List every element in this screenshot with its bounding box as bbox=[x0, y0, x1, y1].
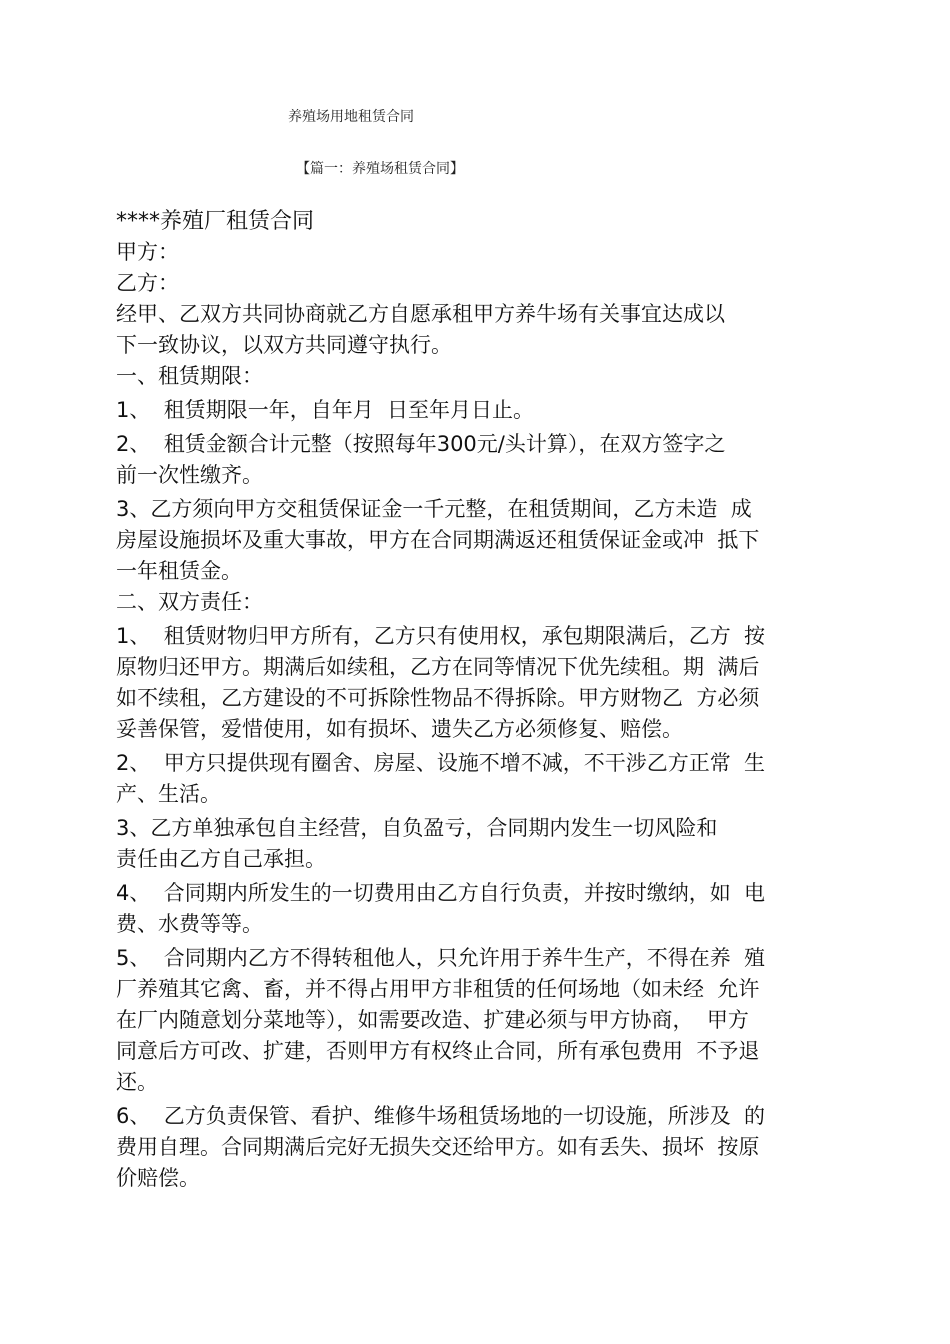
clause-line: 2、 租赁金额合计元整（按照每年300元/头计算），在双方签字之 bbox=[116, 432, 726, 456]
clause-line: 4、 合同期内所发生的一切费用由乙方自行负责，并按时缴纳，如 电 bbox=[116, 881, 766, 905]
party-b-line: 乙方： bbox=[116, 271, 179, 295]
clause-line: 房屋设施损坏及重大事故，甲方在合同期满返还租赁保证金或冲 抵下 bbox=[116, 528, 760, 552]
clause-line: 一年租赁金。 bbox=[116, 559, 242, 583]
party-a-line: 甲方： bbox=[116, 240, 179, 264]
clause-line: 原物归还甲方。期满后如续租，乙方在同等情况下优先续租。期 满后 bbox=[116, 655, 760, 679]
section-heading: 一、租赁期限： bbox=[116, 364, 263, 388]
clause-line: 厂养殖其它禽、畜，并不得占用甲方非租赁的任何场地（如未经 允许 bbox=[116, 977, 760, 1001]
clause-line: 责任由乙方自己承担。 bbox=[116, 847, 326, 871]
clause-line: 3、乙方单独承包自主经营，自负盈亏，合同期内发生一切风险和 bbox=[116, 816, 718, 840]
clause-line: 前一次性缴齐。 bbox=[116, 463, 263, 487]
clause-line: 费、水费等等。 bbox=[116, 912, 263, 936]
clause-line: 同意后方可改、扩建，否则甲方有权终止合同，所有承包费用 不予退 bbox=[116, 1039, 760, 1063]
clause-line: 6、 乙方负责保管、看护、维修牛场租赁场地的一切设施，所涉及 的 bbox=[116, 1104, 766, 1128]
clause-line: 费用自理。合同期满后完好无损失交还给甲方。如有丢失、损坏 按原 bbox=[116, 1135, 760, 1159]
text-line: 经甲、乙双方共同协商就乙方自愿承租甲方养牛场有关事宜达成以 bbox=[116, 302, 725, 326]
section-title: 【篇一：养殖场租赁合同】 bbox=[296, 161, 464, 177]
clause-line: 3、乙方须向甲方交租赁保证金一千元整，在租赁期间，乙方未造 成 bbox=[116, 497, 752, 521]
clause-line: 产、生活。 bbox=[116, 782, 221, 806]
section-heading: 二、双方责任： bbox=[116, 590, 263, 614]
document-title: 养殖场用地租赁合同 bbox=[288, 109, 414, 125]
contract-title: ****养殖厂租赁合同 bbox=[116, 209, 315, 234]
clause-line: 还。 bbox=[116, 1070, 158, 1094]
clause-line: 在厂内随意划分菜地等），如需要改造、扩建必须与甲方协商， 甲方 bbox=[116, 1008, 749, 1032]
document-body bbox=[116, 206, 841, 1194]
text-line: 下一致协议，以双方共同遵守执行。 bbox=[116, 333, 452, 357]
clause-line: 价赔偿。 bbox=[116, 1166, 200, 1190]
clause-line: 妥善保管，爱惜使用，如有损坏、遗失乙方必须修复、赔偿。 bbox=[116, 717, 683, 741]
clause-line: 1、 租赁财物归甲方所有，乙方只有使用权，承包期限满后，乙方 按 bbox=[116, 624, 766, 648]
clause-line: 5、 合同期内乙方不得转租他人，只允许用于养牛生产，不得在养 殖 bbox=[116, 946, 766, 970]
clause-line: 1、 租赁期限一年，自年月 日至年月日止。 bbox=[116, 398, 535, 422]
clause-line: 如不续租，乙方建设的不可拆除性物品不得拆除。甲方财物乙 方必须 bbox=[116, 686, 760, 710]
clause-line: 2、 甲方只提供现有圈舍、房屋、设施不增不减，不干涉乙方正常 生 bbox=[116, 751, 766, 775]
